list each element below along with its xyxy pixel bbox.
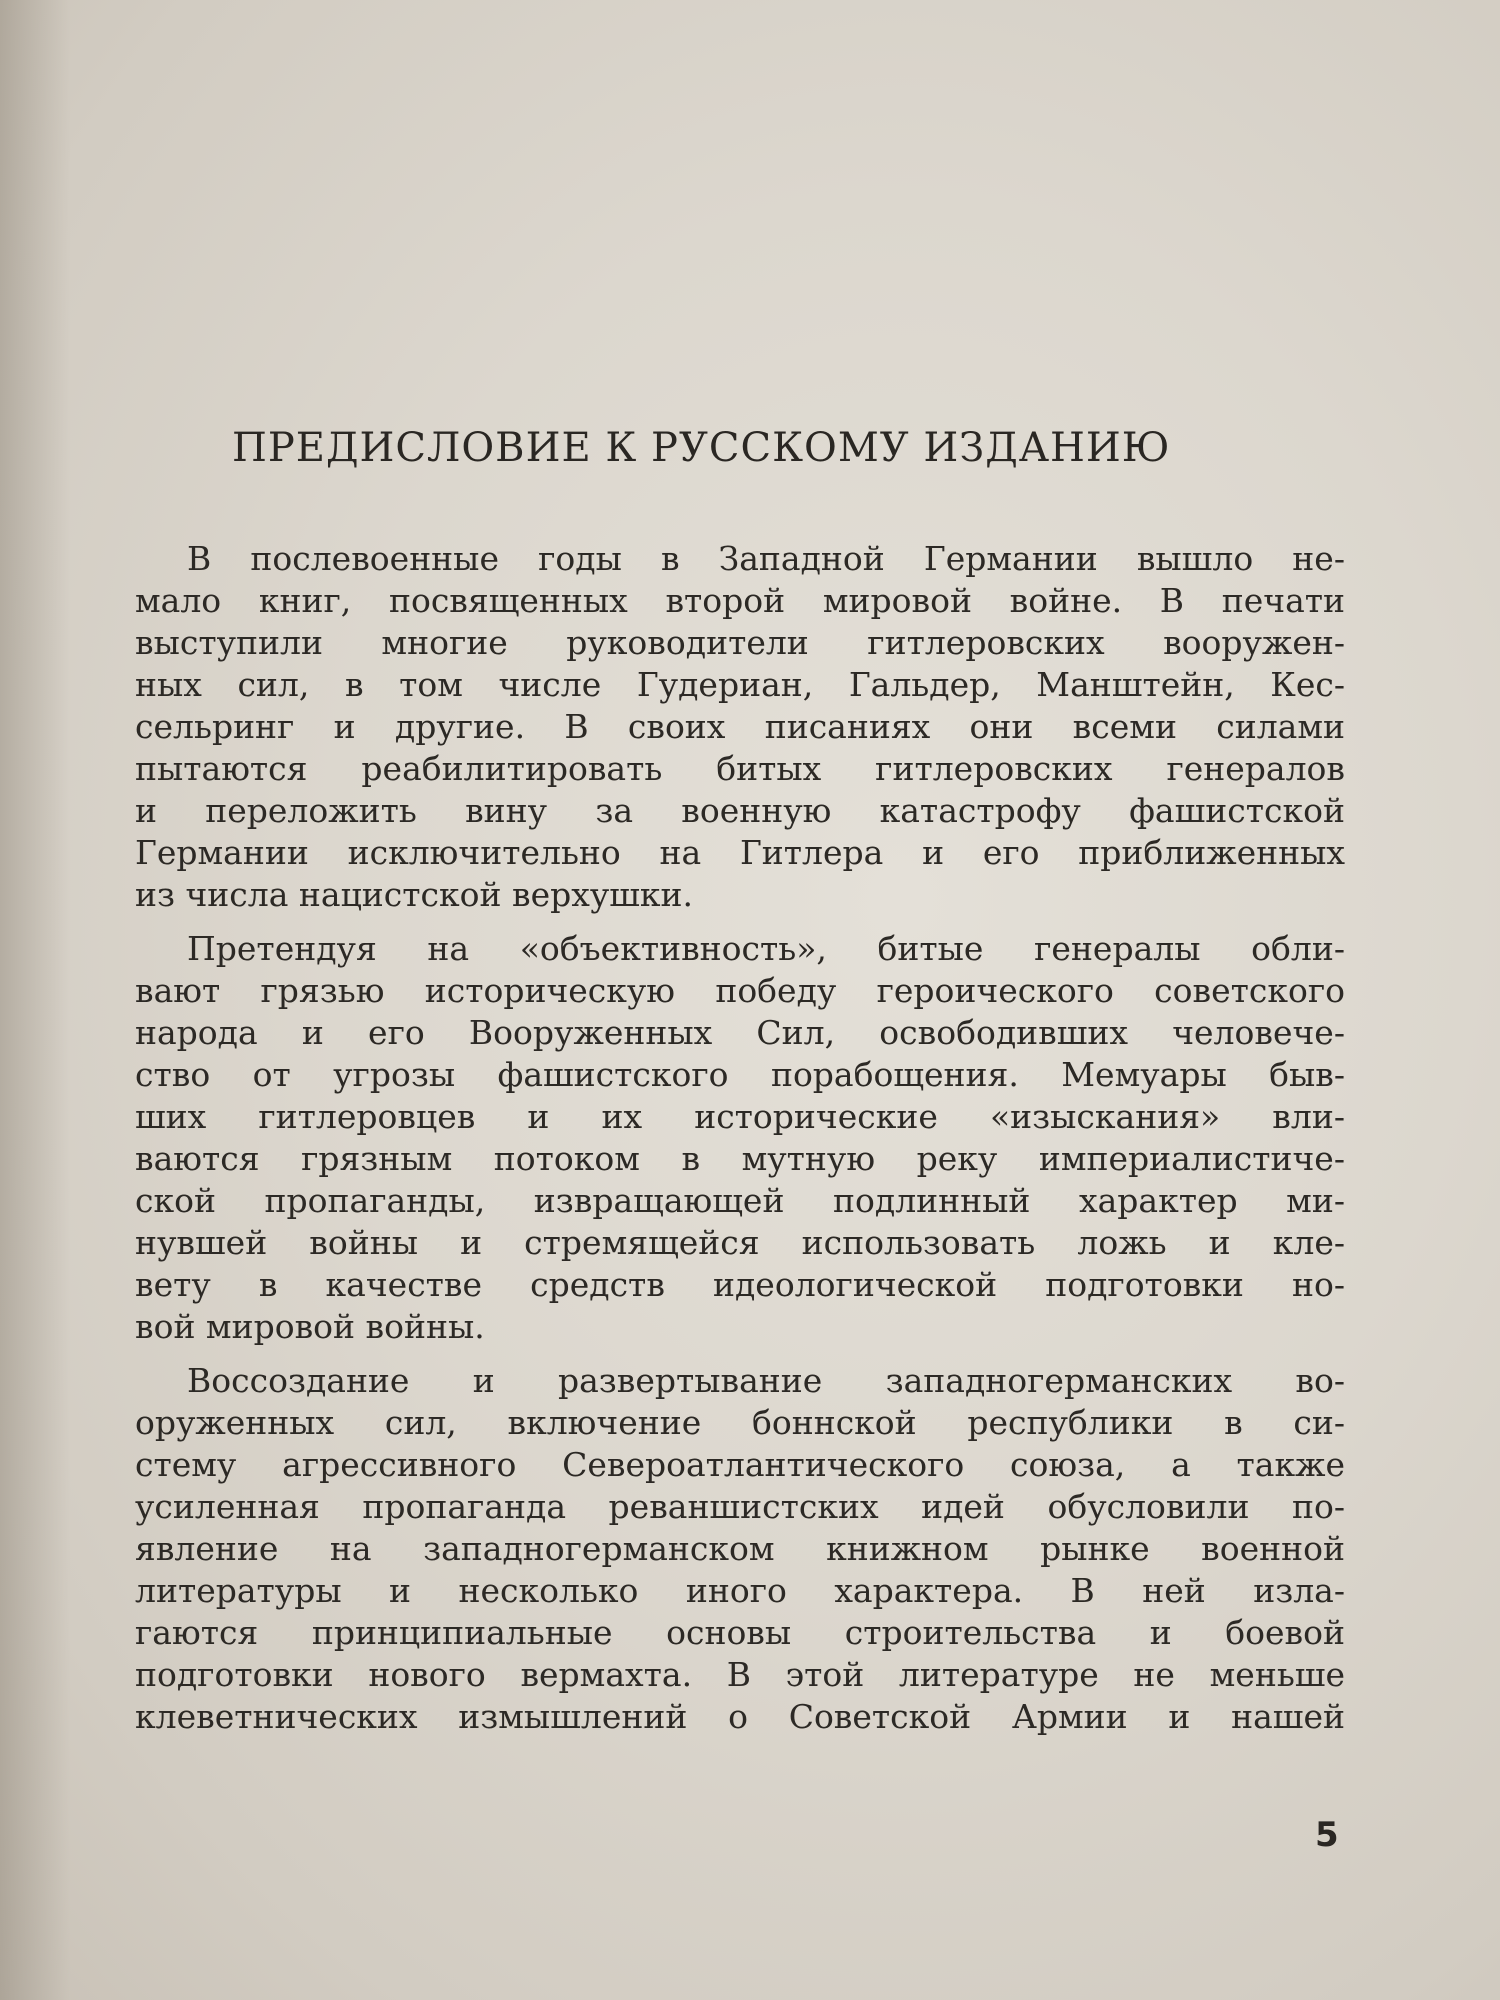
text-line: усиленная пропаганда реваншистских идей обусловили по- bbox=[135, 1487, 1345, 1526]
text-line: сельринг и другие. В своих писаниях они всеми силами bbox=[135, 707, 1345, 746]
paragraph-gap bbox=[135, 1348, 1345, 1360]
text-line: из числа нацистской верхушки. bbox=[135, 875, 694, 914]
paragraph-gap bbox=[135, 916, 1345, 928]
text-line: вают грязью историческую победу героического советского bbox=[135, 971, 1345, 1010]
text-line: литературы и несколько иного характера. В ней изла- bbox=[135, 1571, 1345, 1610]
text-line: подготовки нового вермахта. В этой литературе не меньше bbox=[135, 1655, 1345, 1694]
bleed-through-texture bbox=[1310, 440, 1460, 540]
text-line: мало книг, посвященных второй мировой войне. В печати bbox=[135, 581, 1345, 620]
text-line: Претендуя на «объективность», битые генералы обли- bbox=[187, 929, 1345, 968]
paragraph-2 bbox=[135, 928, 1345, 1348]
page-title: ПРЕДИСЛОВИЕ К РУССКОМУ ИЗДАНИЮ bbox=[232, 425, 1171, 471]
text-line: явление на западногерманском книжном рынке военной bbox=[135, 1529, 1345, 1568]
text-line: В послевоенные годы в Западной Германии вышло не- bbox=[187, 539, 1345, 578]
text-line: нувшей войны и стремящейся использовать ложь и кле- bbox=[135, 1223, 1345, 1262]
text-line: ской пропаганды, извращающей подлинный характер ми- bbox=[135, 1181, 1345, 1220]
body-text bbox=[135, 538, 1345, 1738]
text-line: ство от угрозы фашистского порабощения. Мемуары быв- bbox=[135, 1055, 1345, 1094]
text-line: Германии исключительно на Гитлера и его приближенных bbox=[135, 833, 1345, 872]
text-line: выступили многие руководители гитлеровских вооружен- bbox=[135, 623, 1345, 662]
text-line: клеветнических измышлений о Советской Армии и нашей bbox=[135, 1697, 1345, 1736]
text-line: ных сил, в том числе Гудериан, Гальдер, Манштейн, Кес- bbox=[135, 665, 1345, 704]
paragraph-1 bbox=[135, 538, 1345, 916]
page-number: 5 bbox=[1315, 1815, 1339, 1855]
text-line: ших гитлеровцев и их исторические «изыскания» вли- bbox=[135, 1097, 1345, 1136]
text-line: гаются принципиальные основы строительства и боевой bbox=[135, 1613, 1345, 1652]
text-line: Воссоздание и развертывание западногерманских во- bbox=[187, 1361, 1345, 1400]
text-line: народа и его Вооруженных Сил, освободивших человече- bbox=[135, 1013, 1345, 1052]
text-line: оруженных сил, включение боннской республики в си- bbox=[135, 1403, 1345, 1442]
text-line: вой мировой войны. bbox=[135, 1307, 485, 1346]
binding-shadow bbox=[0, 0, 70, 2000]
text-line: пытаются реабилитировать битых гитлеровских генералов bbox=[135, 749, 1345, 788]
text-line: стему агрессивного Североатлантического союза, а также bbox=[135, 1445, 1345, 1484]
paragraph-3 bbox=[135, 1360, 1345, 1738]
text-line: вету в качестве средств идеологической подготовки но- bbox=[135, 1265, 1345, 1304]
text-line: ваются грязным потоком в мутную реку империалистиче- bbox=[135, 1139, 1345, 1178]
text-line: и переложить вину за военную катастрофу фашистской bbox=[135, 791, 1345, 830]
